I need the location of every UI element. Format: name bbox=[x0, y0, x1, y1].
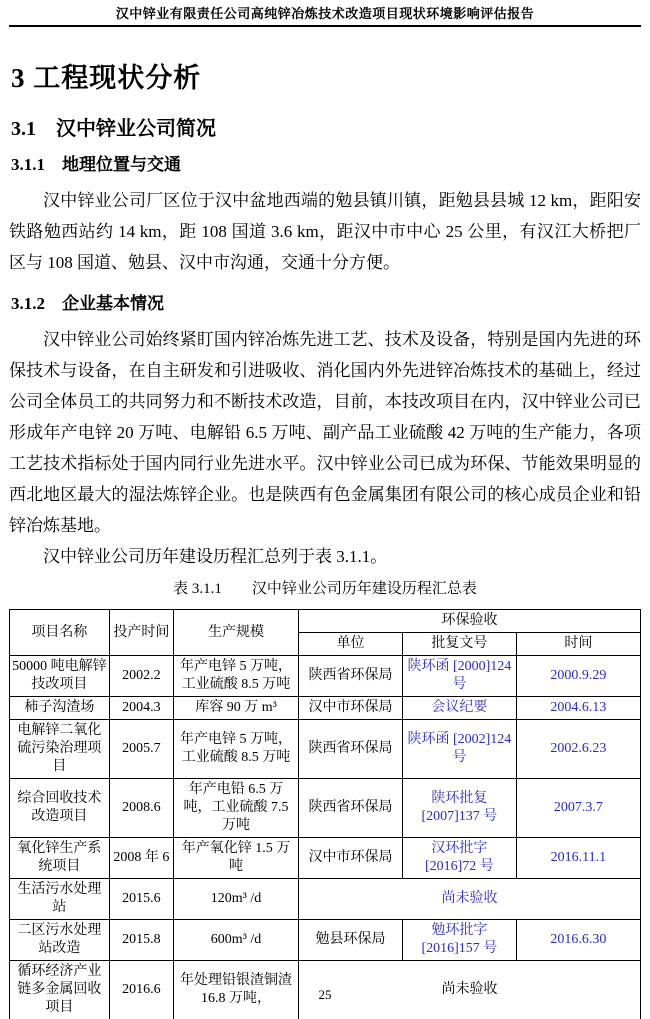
table-cell: 综合回收技术改造项目 bbox=[10, 779, 110, 838]
table-row bbox=[10, 879, 641, 920]
paragraph-company-overview: 汉中锌业公司始终紧盯国内锌冶炼先进工艺、技术及设备，特别是国内先进的环保技术与设备，在自主研发和引进吸收、消化国内外先进锌冶炼技术的基础上，经过公司全体员工的共同努力和不断技术改造，目前，本技改项目在内，汉中锌业公司已形成年产电锌 20 万吨、电解铅 6.5 万吨、副产品工业硫酸 42 万吨的生产能力，各项工艺技术指标处于国内同行业先进水平。汉中锌业公司已成为环保、节能效果明显的西北地区最大的湿法炼锌企业。也是陕西有色金属集团有限公司的核心成员企业和铅锌冶炼基地。 bbox=[9, 330, 641, 535]
table-cell: 120m³ /d bbox=[174, 879, 299, 920]
history-table-body bbox=[10, 656, 641, 1019]
table-cell: 陕环函 [2000]124 号 bbox=[403, 656, 517, 697]
col-header-scale: 生产规模 bbox=[174, 610, 299, 656]
table-cell: 氧化锌生产系统项目 bbox=[10, 838, 110, 879]
page-header-title: 汉中锌业有限责任公司高纯锌冶炼技术改造项目现状环境影响评估报告 bbox=[115, 6, 535, 21]
col-header-date: 投产时间 bbox=[109, 610, 173, 656]
subsection-heading-3-1-1: 3.1.1 地理位置与交通 bbox=[11, 155, 181, 174]
paragraph-table-reference: 汉中锌业公司历年建设历程汇总列于表 3.1.1。 bbox=[43, 547, 388, 566]
table-cell: 2000.9.29 bbox=[516, 656, 640, 697]
section-heading-3-1: 3.1 汉中锌业公司简况 bbox=[11, 118, 216, 140]
col-header-env-acceptance: 环保验收 bbox=[298, 610, 640, 633]
table-cell: 2008.6 bbox=[109, 779, 173, 838]
table-cell: 年产电铅 6.5 万吨，工业硫酸 7.5 万吨 bbox=[174, 779, 299, 838]
table-cell: 2015.6 bbox=[109, 879, 173, 920]
table-caption: 表 3.1.1 汉中锌业公司历年建设历程汇总表 bbox=[173, 581, 477, 597]
table-cell: 2005.7 bbox=[109, 720, 173, 779]
table-cell: 50000 吨电解锌技改项目 bbox=[10, 656, 110, 697]
table-cell: 年产电锌 5 万吨，工业硫酸 8.5 万吨 bbox=[174, 656, 299, 697]
table-row bbox=[10, 720, 641, 779]
table-row bbox=[10, 656, 641, 697]
table-cell: 会议纪要 bbox=[403, 697, 517, 720]
table-cell: 2008 年 6 bbox=[109, 838, 173, 879]
chapter-heading: 3 工程现状分析 bbox=[11, 63, 202, 93]
table-cell: 勉环批字 [2016]157 号 bbox=[403, 920, 517, 961]
header-divider bbox=[9, 25, 641, 27]
table-cell: 柿子沟渣场 bbox=[10, 697, 110, 720]
table-cell: 2002.2 bbox=[109, 656, 173, 697]
table-cell: 库容 90 万 m³ bbox=[174, 697, 299, 720]
table-row bbox=[10, 920, 641, 961]
table-cell: 循环经济产业链多金属回收项目 bbox=[10, 961, 110, 1019]
table-cell: 2015.8 bbox=[109, 920, 173, 961]
table-cell: 2007.3.7 bbox=[516, 779, 640, 838]
table-cell: 尚未验收 bbox=[298, 961, 640, 1019]
table-row bbox=[10, 697, 641, 720]
table-cell: 生活污水处理站 bbox=[10, 879, 110, 920]
table-header bbox=[10, 610, 641, 656]
page-number: 25 bbox=[318, 987, 332, 1002]
table-cell: 年产电锌 5 万吨，工业硫酸 8.5 万吨 bbox=[174, 720, 299, 779]
table-cell: 2016.6.30 bbox=[516, 920, 640, 961]
col-header-unit: 单位 bbox=[298, 633, 402, 656]
table-cell: 600m³ /d bbox=[174, 920, 299, 961]
col-header-doc-number: 批复文号 bbox=[403, 633, 517, 656]
table-cell: 勉县环保局 bbox=[298, 920, 402, 961]
table-cell: 陕西省环保局 bbox=[298, 720, 402, 779]
construction-history-table bbox=[9, 609, 641, 1019]
subsection-heading-3-1-2: 3.1.2 企业基本情况 bbox=[11, 294, 164, 313]
table-cell: 陕西省环保局 bbox=[298, 779, 402, 838]
table-cell: 2002.6.23 bbox=[516, 720, 640, 779]
table-cell: 陕西省环保局 bbox=[298, 656, 402, 697]
table-cell: 电解锌二氧化硫污染治理项目 bbox=[10, 720, 110, 779]
table-cell: 2016.6 bbox=[109, 961, 173, 1019]
table-cell: 2004.6.13 bbox=[516, 697, 640, 720]
col-header-time: 时间 bbox=[516, 633, 640, 656]
table-cell: 2004.3 bbox=[109, 697, 173, 720]
paragraph-location-traffic: 汉中锌业公司厂区位于汉中盆地西端的勉县镇川镇，距勉县县城 12 km，距阳安铁路勉西站约 14 km，距 108 国道 3.6 km，距汉中市中心 25 公里，有汉江大桥把厂区与 108 国道、勉县、汉中市沟通，交通十分方便。 bbox=[9, 191, 641, 272]
table-cell: 陕环函 [2002]124 号 bbox=[403, 720, 517, 779]
table-cell: 年处理铅银渣铜渣 16.8 万吨， bbox=[174, 961, 299, 1019]
table-cell: 汉环批字 [2016]72 号 bbox=[403, 838, 517, 879]
table-cell: 尚未验收 bbox=[298, 879, 640, 920]
table-cell: 汉中市环保局 bbox=[298, 838, 402, 879]
table-cell: 年产氧化锌 1.5 万吨 bbox=[174, 838, 299, 879]
table-row bbox=[10, 838, 641, 879]
table-cell: 二区污水处理站改造 bbox=[10, 920, 110, 961]
table-row bbox=[10, 779, 641, 838]
table-cell: 2016.11.1 bbox=[516, 838, 640, 879]
table-cell: 陕环批复 [2007]137 号 bbox=[403, 779, 517, 838]
col-header-project: 项目名称 bbox=[10, 610, 110, 656]
table-cell: 汉中市环保局 bbox=[298, 697, 402, 720]
